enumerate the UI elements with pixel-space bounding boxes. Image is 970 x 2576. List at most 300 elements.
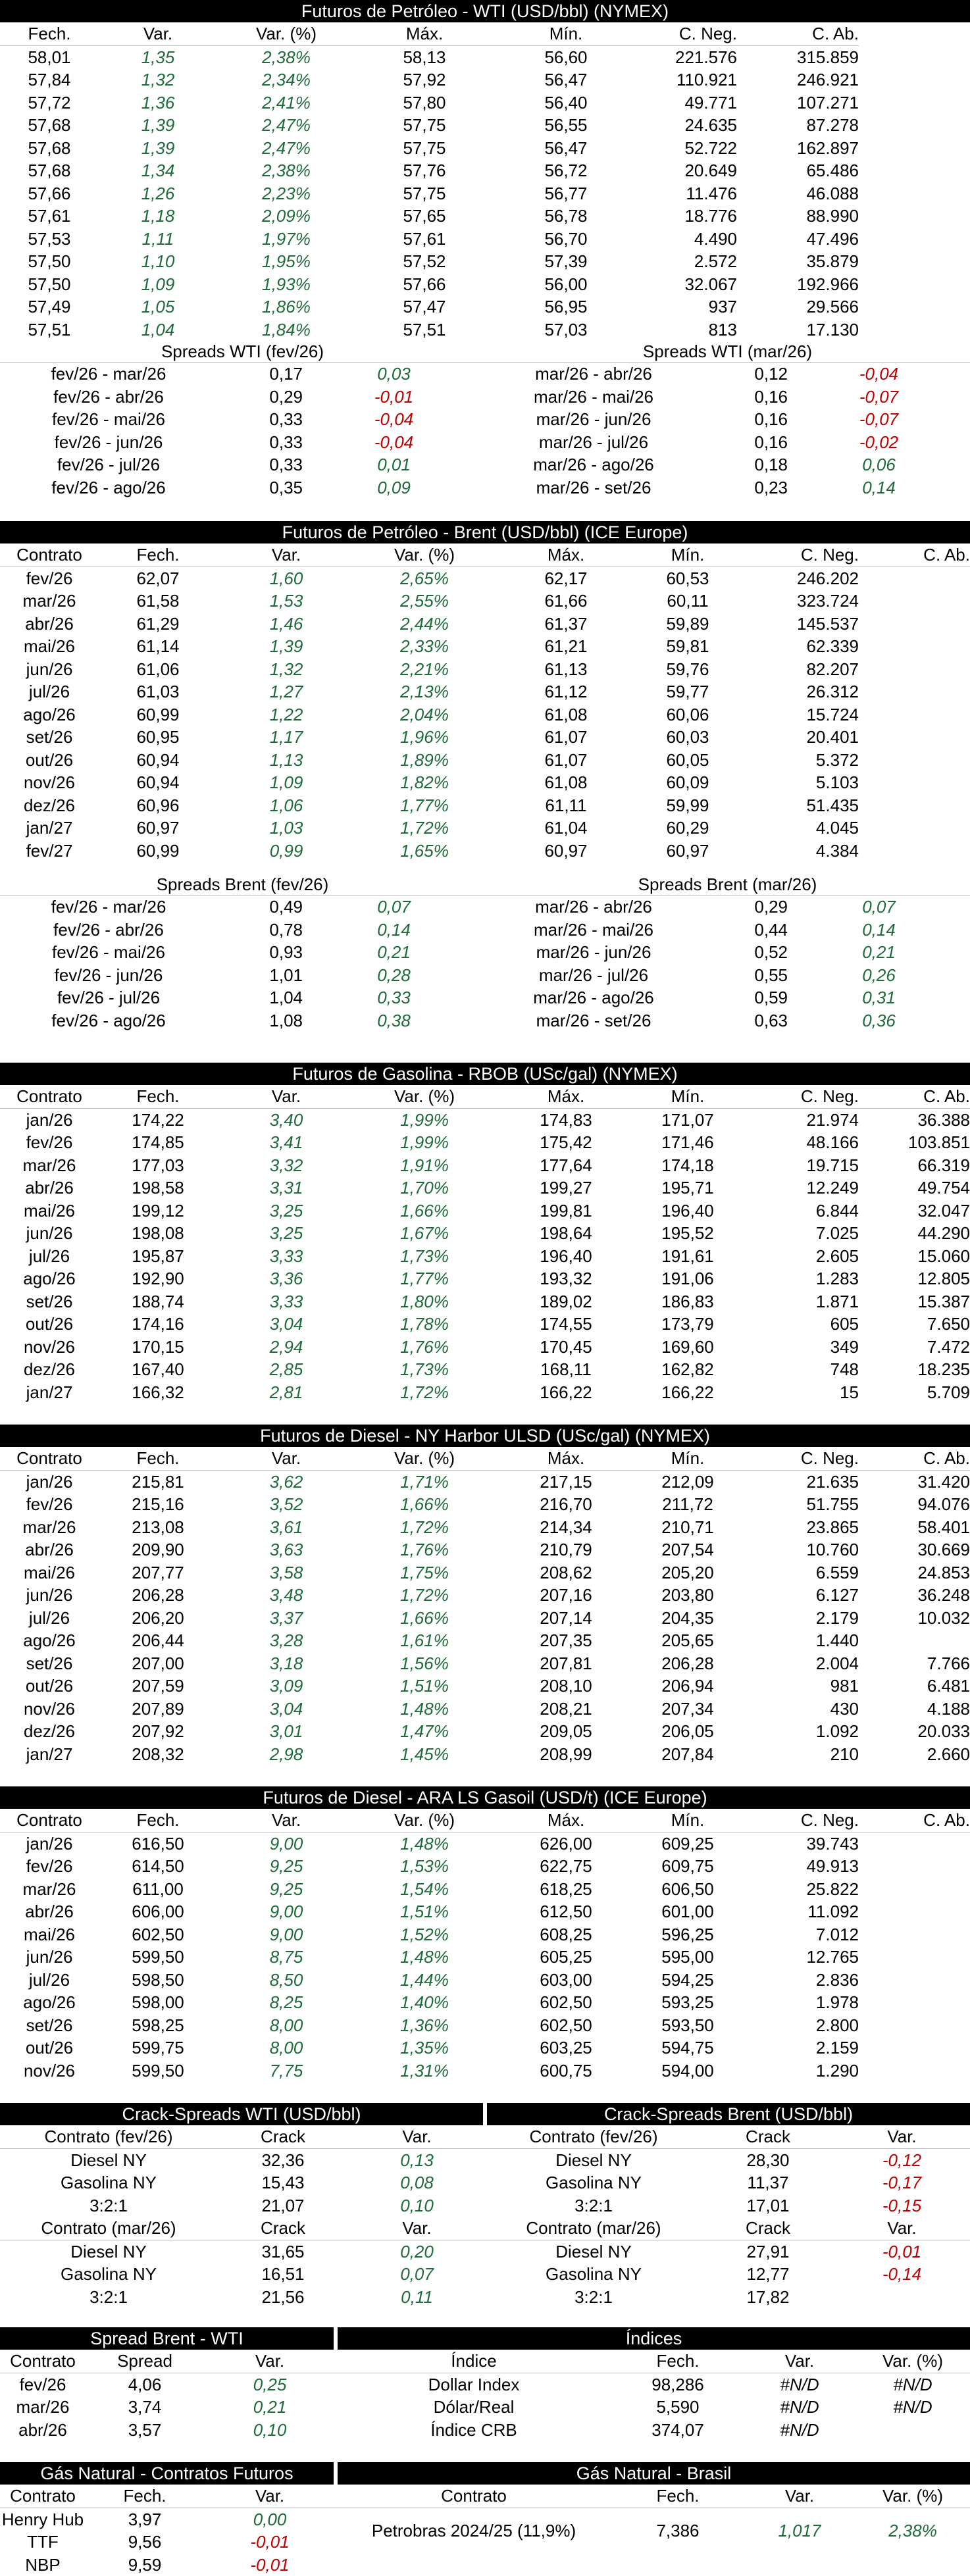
- open-interest-cell: [859, 1969, 970, 1992]
- crack-product: Gasolina NY: [61, 2264, 157, 2284]
- crack-product: Gasolina NY: [546, 2264, 642, 2284]
- spread-change: 0,06: [862, 455, 896, 474]
- ulsd-section: [0, 1425, 970, 1765]
- spread-value: 0,29: [269, 386, 303, 407]
- change-cell: 3,33: [269, 1246, 303, 1266]
- low-cell: 595,00: [661, 1947, 714, 1967]
- close-cell: 174,85: [132, 1132, 184, 1152]
- close-cell: 177,03: [132, 1155, 184, 1175]
- crack-column-header: Crack: [217, 2125, 349, 2148]
- column-header: Fech.: [612, 2350, 744, 2373]
- spread-value: 1,04: [269, 988, 303, 1007]
- crack-product: Gasolina NY: [61, 2173, 157, 2192]
- column-header: C. Neg.: [737, 543, 859, 567]
- column-header: C. Ab.: [859, 1809, 970, 1832]
- spread-change: 0,33: [377, 988, 411, 1007]
- change-cell: 8,25: [269, 1992, 303, 2012]
- wti-table: [0, 22, 970, 341]
- crack-row: [485, 2286, 970, 2309]
- low-cell: 56,47: [544, 138, 588, 158]
- column-header: C. Ab.: [737, 22, 859, 45]
- high-cell: 57,75: [403, 183, 446, 203]
- change-pct-cell: 1,97%: [262, 228, 311, 249]
- open-interest-cell: 94.076: [917, 1494, 970, 1514]
- spread-pair: fev/26 - mar/26: [51, 897, 166, 917]
- column-header: Var.: [217, 543, 355, 567]
- change-pct-cell: 2,04%: [400, 704, 449, 724]
- column-header: Var. (%): [855, 2350, 970, 2373]
- open-interest-cell: 31.420: [917, 1471, 970, 1492]
- volume-cell: 11.092: [807, 1902, 859, 1921]
- high-cell: 608,25: [540, 1924, 592, 1944]
- cell: Dollar Index: [428, 2374, 520, 2394]
- table-row: [0, 1652, 970, 1675]
- change-pct-cell: 1,47%: [400, 1721, 449, 1741]
- high-cell: 209,05: [540, 1721, 592, 1741]
- spread-row: [485, 896, 970, 919]
- volume-cell: 48.166: [806, 1132, 859, 1152]
- spread-change: -0,07: [859, 386, 899, 407]
- contract-cell: set/26: [26, 1653, 73, 1673]
- spread-pair: fev/26 - abr/26: [53, 386, 164, 407]
- open-interest-cell: 12.805: [917, 1269, 970, 1288]
- high-cell: 216,70: [540, 1494, 592, 1514]
- contract-cell: jul/26: [28, 682, 70, 701]
- cell: 98,286: [651, 2374, 704, 2394]
- change-pct-cell: 1,40%: [400, 1992, 449, 2012]
- spread-change: 0,07: [377, 897, 411, 917]
- column-header: C. Neg.: [737, 1085, 859, 1108]
- low-cell: 196,40: [661, 1200, 714, 1221]
- open-interest-cell: [859, 1991, 970, 2014]
- spread-value: 0,33: [269, 432, 303, 452]
- open-interest-cell: 15.387: [917, 1291, 970, 1311]
- volume-cell: 748: [830, 1359, 859, 1379]
- column-header: C. Neg.: [737, 1809, 859, 1832]
- spread-value: 0,59: [754, 988, 788, 1007]
- open-interest-cell: 49.754: [917, 1178, 970, 1198]
- crack-product: Diesel NY: [70, 2241, 147, 2261]
- change-cell: 1,11: [141, 228, 174, 249]
- crack-brent-title: Crack-Spreads Brent (USD/bbl): [487, 2103, 970, 2125]
- contract-cell: ago/26: [23, 704, 76, 724]
- high-cell: 602,50: [540, 1992, 592, 2012]
- cell: 4,06: [128, 2374, 162, 2394]
- high-cell: 57,92: [403, 70, 446, 89]
- crack-row: [485, 2240, 970, 2263]
- close-cell: 598,25: [132, 2015, 184, 2035]
- low-cell: 60,06: [666, 704, 709, 724]
- spread-value: 0,16: [754, 409, 788, 429]
- low-cell: 171,07: [661, 1109, 714, 1130]
- crack-header-row: [485, 2217, 970, 2240]
- high-cell: 57,61: [403, 228, 446, 249]
- open-interest-cell: [859, 840, 970, 863]
- low-cell: 594,75: [661, 2038, 714, 2058]
- table-row: [0, 1561, 970, 1584]
- table-row: [0, 1675, 970, 1698]
- volume-cell: 7.012: [815, 1924, 859, 1944]
- crack-value: 15,43: [261, 2173, 305, 2192]
- table-row: [0, 45, 970, 68]
- change-cell: 8,50: [269, 1969, 303, 1990]
- close-cell: 166,32: [132, 1382, 184, 1402]
- volume-cell: 10.760: [806, 1540, 859, 1559]
- crack-change: 0,07: [400, 2264, 434, 2284]
- close-cell: 170,15: [132, 1336, 184, 1357]
- close-cell: 206,20: [132, 1607, 184, 1628]
- high-cell: 61,13: [544, 659, 588, 679]
- close-cell: 188,74: [132, 1291, 184, 1311]
- crack-change: -0,12: [882, 2150, 922, 2170]
- high-cell: 175,42: [540, 1132, 592, 1152]
- cell: 3,57: [128, 2419, 162, 2440]
- table-row: [0, 1336, 970, 1359]
- table-row: [0, 1607, 970, 1630]
- table-row: [0, 1131, 970, 1154]
- table-row: [0, 817, 970, 840]
- open-interest-cell: [859, 1946, 970, 1969]
- column-header: Máx.: [494, 1085, 638, 1108]
- cell: 1,017: [778, 2520, 821, 2540]
- spread-value: 1,01: [269, 965, 303, 985]
- gas-futures: [0, 2462, 336, 2576]
- low-cell: 210,71: [661, 1517, 714, 1537]
- table-row: [336, 2419, 970, 2442]
- low-cell: 593,25: [661, 1992, 714, 2012]
- column-header: Fech.: [86, 2485, 204, 2508]
- spread-row: [485, 408, 970, 431]
- change-cell: 3,37: [269, 1607, 303, 1628]
- close-cell: 606,00: [132, 1902, 184, 1921]
- change-cell: 1,34: [141, 161, 175, 180]
- change-pct-cell: 2,41%: [262, 92, 311, 113]
- ulsd-column-headers: [0, 1447, 970, 1470]
- open-interest-cell: [859, 1832, 970, 1855]
- close-cell: 57,51: [28, 319, 71, 340]
- crack-column-header: Crack: [702, 2125, 834, 2148]
- change-cell: 1,03: [269, 818, 303, 838]
- cell: #N/D: [780, 2397, 819, 2417]
- spread-pair: fev/26 - jul/26: [57, 988, 161, 1007]
- high-cell: 62,17: [544, 568, 588, 588]
- open-interest-cell: 47.496: [806, 228, 859, 249]
- close-cell: 60,94: [136, 772, 180, 792]
- change-cell: 1,32: [141, 70, 175, 89]
- gas_futures-column-headers: [0, 2485, 336, 2508]
- open-interest-cell: 65.486: [806, 161, 859, 180]
- table-row: [0, 726, 970, 749]
- column-header: Máx.: [494, 1447, 638, 1470]
- open-interest-cell: [859, 1923, 970, 1946]
- indices: [336, 2327, 970, 2441]
- spread-row: [485, 363, 970, 386]
- brent-column-headers: [0, 543, 970, 567]
- table-row: [0, 1743, 970, 1766]
- low-cell: 207,54: [661, 1540, 714, 1559]
- volume-cell: 246.202: [797, 568, 859, 588]
- change-cell: 1,39: [141, 115, 175, 135]
- spread-change: 0,31: [862, 988, 896, 1007]
- low-cell: 60,97: [666, 840, 709, 861]
- change-cell: 1,04: [141, 319, 175, 340]
- close-cell: 57,68: [28, 138, 71, 158]
- column-header: Máx.: [494, 543, 638, 567]
- column-header: Índice: [336, 2350, 612, 2373]
- table-row: [0, 2036, 970, 2059]
- cell: 0,21: [253, 2397, 287, 2417]
- high-cell: 174,55: [540, 1314, 592, 1334]
- brent-spreads: [0, 874, 970, 1032]
- low-cell: 206,05: [661, 1721, 714, 1741]
- close-cell: 60,94: [136, 749, 180, 770]
- spread-pair: fev/26 - jul/26: [57, 455, 161, 474]
- cell: fev/26: [19, 2374, 66, 2394]
- change-pct-cell: 1,99%: [400, 1132, 449, 1152]
- spread-change: 0,14: [862, 919, 896, 940]
- spread-value: 0,16: [754, 432, 788, 452]
- high-cell: 189,02: [540, 1291, 592, 1311]
- var-column-header: Var.: [834, 2217, 970, 2240]
- spread-value: 0,23: [754, 477, 788, 497]
- change-cell: 3,40: [269, 1109, 303, 1130]
- change-pct-cell: 2,55%: [400, 591, 449, 611]
- change-cell: 1,27: [269, 682, 303, 701]
- high-cell: 207,35: [540, 1630, 592, 1650]
- crack-change: -0,15: [882, 2195, 922, 2215]
- contract-cell: mai/26: [23, 1924, 76, 1944]
- contract-cell: abr/26: [25, 613, 74, 634]
- brent-title: Futuros de Petróleo - Brent (USD/bbl) (ICE Europe): [0, 521, 970, 543]
- change-pct-cell: 1,35%: [400, 2038, 449, 2058]
- table-row: [0, 159, 970, 182]
- cell: #N/D: [893, 2374, 932, 2394]
- open-interest-cell: [859, 1878, 970, 1901]
- crack-row: [485, 2194, 970, 2217]
- change-pct-cell: 1,70%: [400, 1178, 449, 1198]
- table-row: [0, 273, 970, 296]
- column-header: Var. (%): [355, 543, 494, 567]
- high-cell: 61,04: [544, 818, 588, 838]
- spread-change: 0,03: [377, 364, 411, 384]
- change-pct-cell: 1,77%: [400, 1269, 449, 1288]
- change-cell: 9,00: [269, 1902, 303, 1921]
- column-header: Fech.: [99, 543, 217, 567]
- crack-row: [0, 2263, 485, 2286]
- open-interest-cell: 192.966: [797, 274, 859, 294]
- contract-cell: fev/26: [26, 1494, 73, 1514]
- table-row: [0, 1878, 970, 1901]
- table-row: [0, 771, 970, 794]
- close-cell: 209,90: [132, 1540, 184, 1559]
- cell: mar/26: [16, 2397, 70, 2417]
- close-cell: 58,01: [28, 47, 71, 67]
- change-pct-cell: 2,09%: [262, 206, 311, 226]
- volume-cell: 15: [840, 1382, 859, 1402]
- change-cell: 0,99: [269, 840, 303, 861]
- table-row: [0, 228, 970, 251]
- close-cell: 602,50: [132, 1924, 184, 1944]
- low-cell: 59,99: [666, 795, 709, 815]
- column-header: Var. (%): [217, 22, 355, 45]
- change-cell: 1,46: [269, 613, 303, 634]
- close-cell: 195,87: [132, 1246, 184, 1266]
- low-cell: 211,72: [662, 1494, 713, 1514]
- spread-change: -0,04: [374, 432, 414, 452]
- low-cell: 56,60: [544, 47, 588, 67]
- high-cell: 57,52: [403, 251, 446, 271]
- close-cell: 60,99: [136, 704, 180, 724]
- open-interest-cell: 58.401: [917, 1517, 970, 1537]
- low-cell: 174,18: [661, 1155, 714, 1175]
- table-row: [0, 590, 970, 613]
- contract-cell: jan/27: [26, 1382, 73, 1402]
- table-row: [0, 2508, 336, 2531]
- crack-value: 12,77: [746, 2264, 790, 2284]
- change-pct-cell: 2,47%: [262, 138, 311, 158]
- wti-spreads-mar-title: Spreads WTI (mar/26): [485, 341, 970, 363]
- spread-pair: fev/26 - ago/26: [51, 477, 166, 497]
- volume-cell: 1.283: [815, 1269, 859, 1288]
- high-cell: 207,14: [540, 1607, 592, 1628]
- low-cell: 207,84: [661, 1744, 714, 1764]
- cell: 9,56: [128, 2532, 162, 2552]
- table-row: [336, 2396, 970, 2419]
- contract-cell: mar/26: [22, 1155, 76, 1175]
- change-cell: 3,04: [269, 1314, 303, 1334]
- crack-row: [0, 2286, 485, 2309]
- table-row: [0, 1313, 970, 1336]
- volume-cell: 2.605: [815, 1246, 859, 1266]
- open-interest-cell: [859, 613, 970, 636]
- close-cell: 60,96: [136, 795, 180, 815]
- close-cell: 57,50: [28, 274, 71, 294]
- close-cell: 598,50: [132, 1969, 184, 1990]
- low-cell: 203,80: [661, 1585, 714, 1605]
- change-pct-cell: 1,71%: [400, 1471, 449, 1492]
- high-cell: 217,15: [540, 1471, 592, 1492]
- high-cell: 193,32: [540, 1269, 592, 1288]
- change-pct-cell: 1,44%: [400, 1969, 449, 1990]
- table-row: [0, 1493, 970, 1516]
- high-cell: 603,00: [540, 1969, 592, 1990]
- crack-contract-label: Contrato (mar/26): [485, 2217, 702, 2240]
- crack-change: -0,14: [882, 2264, 922, 2284]
- volume-cell: 4.045: [815, 818, 859, 838]
- change-pct-cell: 1,36%: [400, 2015, 449, 2035]
- contract-cell: jun/26: [26, 659, 73, 679]
- open-interest-cell: 7.650: [927, 1314, 970, 1334]
- table-row: [0, 1855, 970, 1878]
- open-interest-cell: 5.709: [927, 1382, 970, 1402]
- cell: 0,10: [253, 2419, 287, 2440]
- change-cell: 1,22: [269, 704, 303, 724]
- table-row: [0, 1358, 970, 1381]
- change-cell: 3,62: [269, 1471, 303, 1492]
- crack-product: 3:2:1: [574, 2286, 613, 2307]
- close-cell: 207,00: [132, 1653, 184, 1673]
- table-row: [0, 1154, 970, 1177]
- open-interest-cell: [859, 2014, 970, 2037]
- spread-value: 0,16: [754, 386, 788, 407]
- spread-change: 0,36: [862, 1010, 896, 1030]
- open-interest-cell: 36.388: [917, 1109, 970, 1130]
- close-cell: 207,77: [132, 1562, 184, 1582]
- change-pct-cell: 2,21%: [400, 659, 449, 679]
- table-row: [0, 1946, 970, 1969]
- open-interest-cell: [859, 1900, 970, 1923]
- contract-cell: out/26: [25, 1676, 74, 1696]
- crack-header-row: [485, 2125, 970, 2148]
- contract-cell: ago/26: [23, 1630, 76, 1650]
- open-interest-cell: 32.047: [917, 1200, 970, 1221]
- cell: TTF: [27, 2532, 59, 2552]
- change-pct-cell: 1,72%: [400, 818, 449, 838]
- high-cell: 199,27: [540, 1178, 592, 1198]
- spread-row: [485, 1009, 970, 1032]
- change-cell: 2,94: [269, 1336, 303, 1357]
- open-interest-cell: [859, 680, 970, 703]
- spread-row: [0, 964, 485, 987]
- brent-spreads-fev: [0, 874, 485, 1032]
- high-cell: 612,50: [540, 1902, 592, 1921]
- change-cell: 7,75: [269, 2060, 303, 2081]
- table-row: [0, 68, 970, 91]
- volume-cell: 32.067: [684, 274, 737, 294]
- cell: #N/D: [780, 2374, 819, 2394]
- column-header: Fech.: [99, 1447, 217, 1470]
- contract-cell: dez/26: [23, 795, 76, 815]
- contract-cell: jan/27: [26, 1744, 73, 1764]
- brent-spreads-fev-title: Spreads Brent (fev/26): [0, 874, 485, 896]
- table-row: [0, 2531, 336, 2554]
- spread-row: [0, 476, 485, 499]
- open-interest-cell: 87.278: [806, 115, 859, 135]
- spread-value: 0,17: [269, 364, 303, 384]
- table-row: [0, 680, 970, 703]
- crack-row: [0, 2148, 485, 2171]
- low-cell: 205,65: [661, 1630, 714, 1650]
- low-cell: 56,78: [544, 206, 588, 226]
- contract-cell: fev/26: [26, 568, 73, 588]
- spread-change: 0,09: [377, 477, 411, 497]
- crack-change: -0,17: [882, 2173, 922, 2192]
- change-cell: 3,25: [269, 1223, 303, 1243]
- contract-cell: dez/26: [23, 1359, 76, 1379]
- volume-cell: 52.722: [684, 138, 737, 158]
- rbob-table: [0, 1085, 970, 1403]
- change-cell: 1,10: [141, 251, 175, 271]
- cell: 374,07: [651, 2419, 704, 2440]
- table-row: [0, 250, 970, 273]
- column-header: Contrato: [0, 2485, 86, 2508]
- table-row: [0, 2554, 336, 2576]
- spread-change: -0,02: [859, 432, 899, 452]
- close-cell: 611,00: [132, 1879, 184, 1899]
- crack-product: 3:2:1: [574, 2195, 613, 2215]
- open-interest-cell: 2.660: [927, 1744, 970, 1764]
- column-header: Fech.: [612, 2485, 744, 2508]
- close-cell: 206,28: [132, 1585, 184, 1605]
- volume-cell: 23.865: [806, 1517, 859, 1537]
- high-cell: 57,66: [403, 274, 446, 294]
- low-cell: 204,35: [661, 1607, 714, 1628]
- close-cell: 207,59: [132, 1676, 184, 1696]
- volume-cell: 12.249: [806, 1178, 859, 1198]
- contract-cell: jul/26: [28, 1607, 70, 1628]
- crack-value: 21,07: [261, 2195, 305, 2215]
- low-cell: 60,11: [667, 591, 709, 611]
